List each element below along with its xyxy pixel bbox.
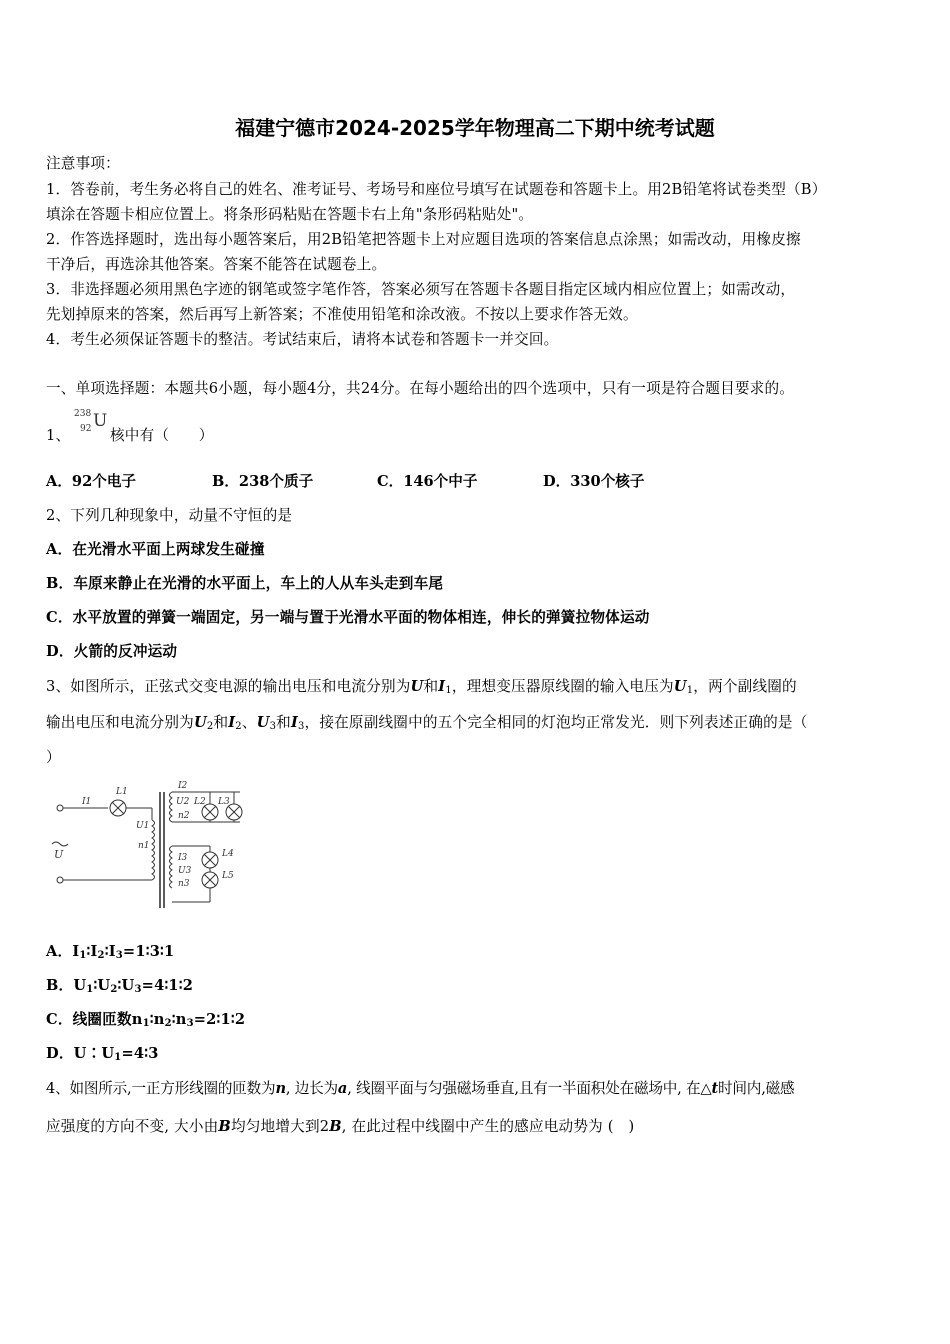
q1-stem: 核中有（ ） xyxy=(110,427,214,444)
notice-line: 4．考生必须保证答题卡的整洁。考试结束后，请将本试卷和答题卡一并交回。 xyxy=(46,331,559,348)
text: ∶I xyxy=(104,943,116,960)
text: , 在此过程中线圈中产生的感应电动势为 ( ) xyxy=(341,1118,635,1135)
q1-option-b: B．238个质子 xyxy=(212,473,314,490)
text: B．U xyxy=(46,977,87,994)
label-i1: I1 xyxy=(82,797,92,807)
text: , 边长为 xyxy=(285,1080,338,1097)
subscript: 1 xyxy=(86,984,94,995)
text: 均匀地增大到2 xyxy=(230,1118,330,1135)
element-symbol: U xyxy=(93,411,108,431)
text: 、 xyxy=(241,714,257,731)
ac-source-icon xyxy=(52,842,68,846)
var-u3: U xyxy=(256,714,270,731)
subscript: 3 xyxy=(134,984,142,995)
label-n1: n1 xyxy=(138,841,150,851)
subscript: 2 xyxy=(164,1018,172,1029)
text: ∶n xyxy=(171,1011,187,1028)
text: A．I xyxy=(46,943,80,960)
var-i2: I xyxy=(228,714,236,731)
notice-line: 1．答卷前，考生务必将自己的姓名、准考证号、考场号和座位号填写在试题卷和答题卡上。用2B铅笔将试卷类型（B） xyxy=(46,181,827,198)
label-u2: U2 xyxy=(176,797,190,807)
subscript: 2 xyxy=(110,984,118,995)
var-u: U xyxy=(410,678,424,695)
var-i1: I xyxy=(438,678,446,695)
subscript: 2 xyxy=(97,950,105,961)
q4-stem-line1 xyxy=(46,1077,794,1098)
text: 输出电压和电流分别为 xyxy=(46,714,194,731)
q2-option-b: B．车原来静止在光滑的水平面上，车上的人从车头走到车尾 xyxy=(46,575,444,592)
q3-stem-line3: ） xyxy=(46,749,61,766)
label-l3: L3 xyxy=(218,797,230,807)
section-heading: 一、单项选择题：本题共6小题，每小题4分，共24分。在每小题给出的四个选项中，只有一项是符合题目要求的。 xyxy=(46,380,795,397)
text: =4∶3 xyxy=(121,1045,159,1062)
text: ，理想变压器原线圈的输入电压为 xyxy=(451,678,674,695)
subscript: 2 xyxy=(235,721,242,732)
notice-line: 填涂在答题卡相应位置上。将条形码粘贴在答题卡右上角"条形码粘贴处"。 xyxy=(46,206,534,223)
source-terminal xyxy=(57,805,63,811)
atomic-number: 92 xyxy=(80,424,92,434)
subscript: 3 xyxy=(297,721,305,732)
label-u1: U1 xyxy=(136,821,150,831)
text: ∶I xyxy=(86,943,98,960)
secondary-coil-3 xyxy=(170,846,173,888)
transformer-circuit-diagram xyxy=(44,774,254,914)
secondary-coil-2 xyxy=(170,792,173,822)
q4-stem-line2 xyxy=(46,1115,634,1136)
var-b: B xyxy=(329,1118,342,1135)
subscript: 1 xyxy=(79,950,87,961)
notice-line: 2．作答选择题时，选出每小题答案后，用2B铅笔把答题卡上对应题目选项的答案信息点涂黑；如需改动，用橡皮擦 xyxy=(46,231,801,248)
subscript: 1 xyxy=(114,1052,122,1063)
q1-option-a: A．92个电子 xyxy=(46,473,137,490)
text: , 线圈平面与匀强磁场垂直,且有一半面积处在磁场中, 在△ xyxy=(347,1080,712,1097)
q1-option-d: D．330个核子 xyxy=(543,473,645,490)
mass-number: 238 xyxy=(74,409,92,419)
label-n2: n2 xyxy=(178,811,190,821)
text: 3、如图所示，正弦式交变电源的输出电压和电流分别为 xyxy=(46,678,411,695)
text: =2∶1∶2 xyxy=(193,1011,246,1028)
text: 应强度的方向不变, 大小由 xyxy=(46,1118,219,1135)
q2-stem: 2、下列几种现象中，动量不守恒的是 xyxy=(46,507,293,524)
q3-option-d xyxy=(46,1042,159,1063)
q3-stem-line2 xyxy=(46,711,808,732)
text: 时间内,磁感 xyxy=(718,1080,795,1097)
notice-line: 干净后，再选涂其他答案。答案不能答在试题卷上。 xyxy=(46,256,387,273)
text: =1∶3∶1 xyxy=(122,943,175,960)
subscript: 1 xyxy=(445,685,452,696)
q1-option-c: C．146个中子 xyxy=(377,473,478,490)
notice-line: 3．非选择题必须用黑色字迹的钢笔或签字笔作答，答案必须写在答题卡各题目指定区域内相应位置上；如需改动， xyxy=(46,281,796,298)
text: 和 xyxy=(213,714,229,731)
q3-option-b xyxy=(46,974,193,995)
text: ，接在原副线圈中的五个完全相同的灯泡均正常发光．则下列表述正确的是（ xyxy=(304,714,808,731)
var-n: n xyxy=(275,1080,286,1097)
text: 和 xyxy=(423,678,439,695)
label-i2: I2 xyxy=(178,781,188,791)
text: 和 xyxy=(276,714,291,731)
q3-option-a xyxy=(46,940,174,961)
nuclide-symbol xyxy=(66,407,110,441)
label-l1: L1 xyxy=(116,787,128,797)
text: ∶n xyxy=(149,1011,165,1028)
subscript: 1 xyxy=(686,685,694,696)
label-u3: U3 xyxy=(178,866,192,876)
var-u1: U xyxy=(673,678,687,695)
label-n3: n3 xyxy=(178,879,190,889)
text: D．U∶U xyxy=(46,1045,115,1062)
q2-option-a: A．在光滑水平面上两球发生碰撞 xyxy=(46,541,265,558)
text: =4∶1∶2 xyxy=(141,977,194,994)
subscript: 3 xyxy=(269,721,277,732)
q2-option-c: C．水平放置的弹簧一端固定，另一端与置于光滑水平面的物体相连，伸长的弹簧拉物体运动 xyxy=(46,609,650,626)
primary-coil xyxy=(152,820,155,880)
text: ∶U xyxy=(93,977,111,994)
text: 4、如图所示,一正方形线圈的匝数为 xyxy=(46,1080,276,1097)
label-l4: L4 xyxy=(222,849,234,859)
text: ，两个副线圈的 xyxy=(693,678,797,695)
q2-option-d: D．火箭的反冲运动 xyxy=(46,643,178,660)
var-a: a xyxy=(337,1080,348,1097)
subscript: 1 xyxy=(142,1018,150,1029)
subscript: 2 xyxy=(206,721,214,732)
page-title: 福建宁德市2024-2025学年物理高二下期中统考试题 xyxy=(235,116,715,140)
notice-heading: 注意事项： xyxy=(46,155,120,172)
label-source-u: U xyxy=(54,848,64,861)
text: C．线圈匝数n xyxy=(46,1011,143,1028)
label-i3: I3 xyxy=(178,853,188,863)
var-u2: U xyxy=(193,714,207,731)
label-l2: L2 xyxy=(194,797,206,807)
q1-number: 1、 xyxy=(46,427,71,444)
q3-stem-line1 xyxy=(46,675,797,696)
notice-line: 先划掉原来的答案，然后再写上新答案；不准使用铅笔和涂改液。不按以上要求作答无效。 xyxy=(46,306,638,323)
var-b: B xyxy=(218,1118,231,1135)
subscript: 3 xyxy=(186,1018,194,1029)
q3-option-c xyxy=(46,1008,245,1029)
var-t: t xyxy=(711,1080,719,1097)
subscript: 3 xyxy=(115,950,123,961)
label-l5: L5 xyxy=(222,871,234,881)
source-terminal xyxy=(57,877,63,883)
text: ∶U xyxy=(117,977,135,994)
var-i3: I xyxy=(290,714,298,731)
